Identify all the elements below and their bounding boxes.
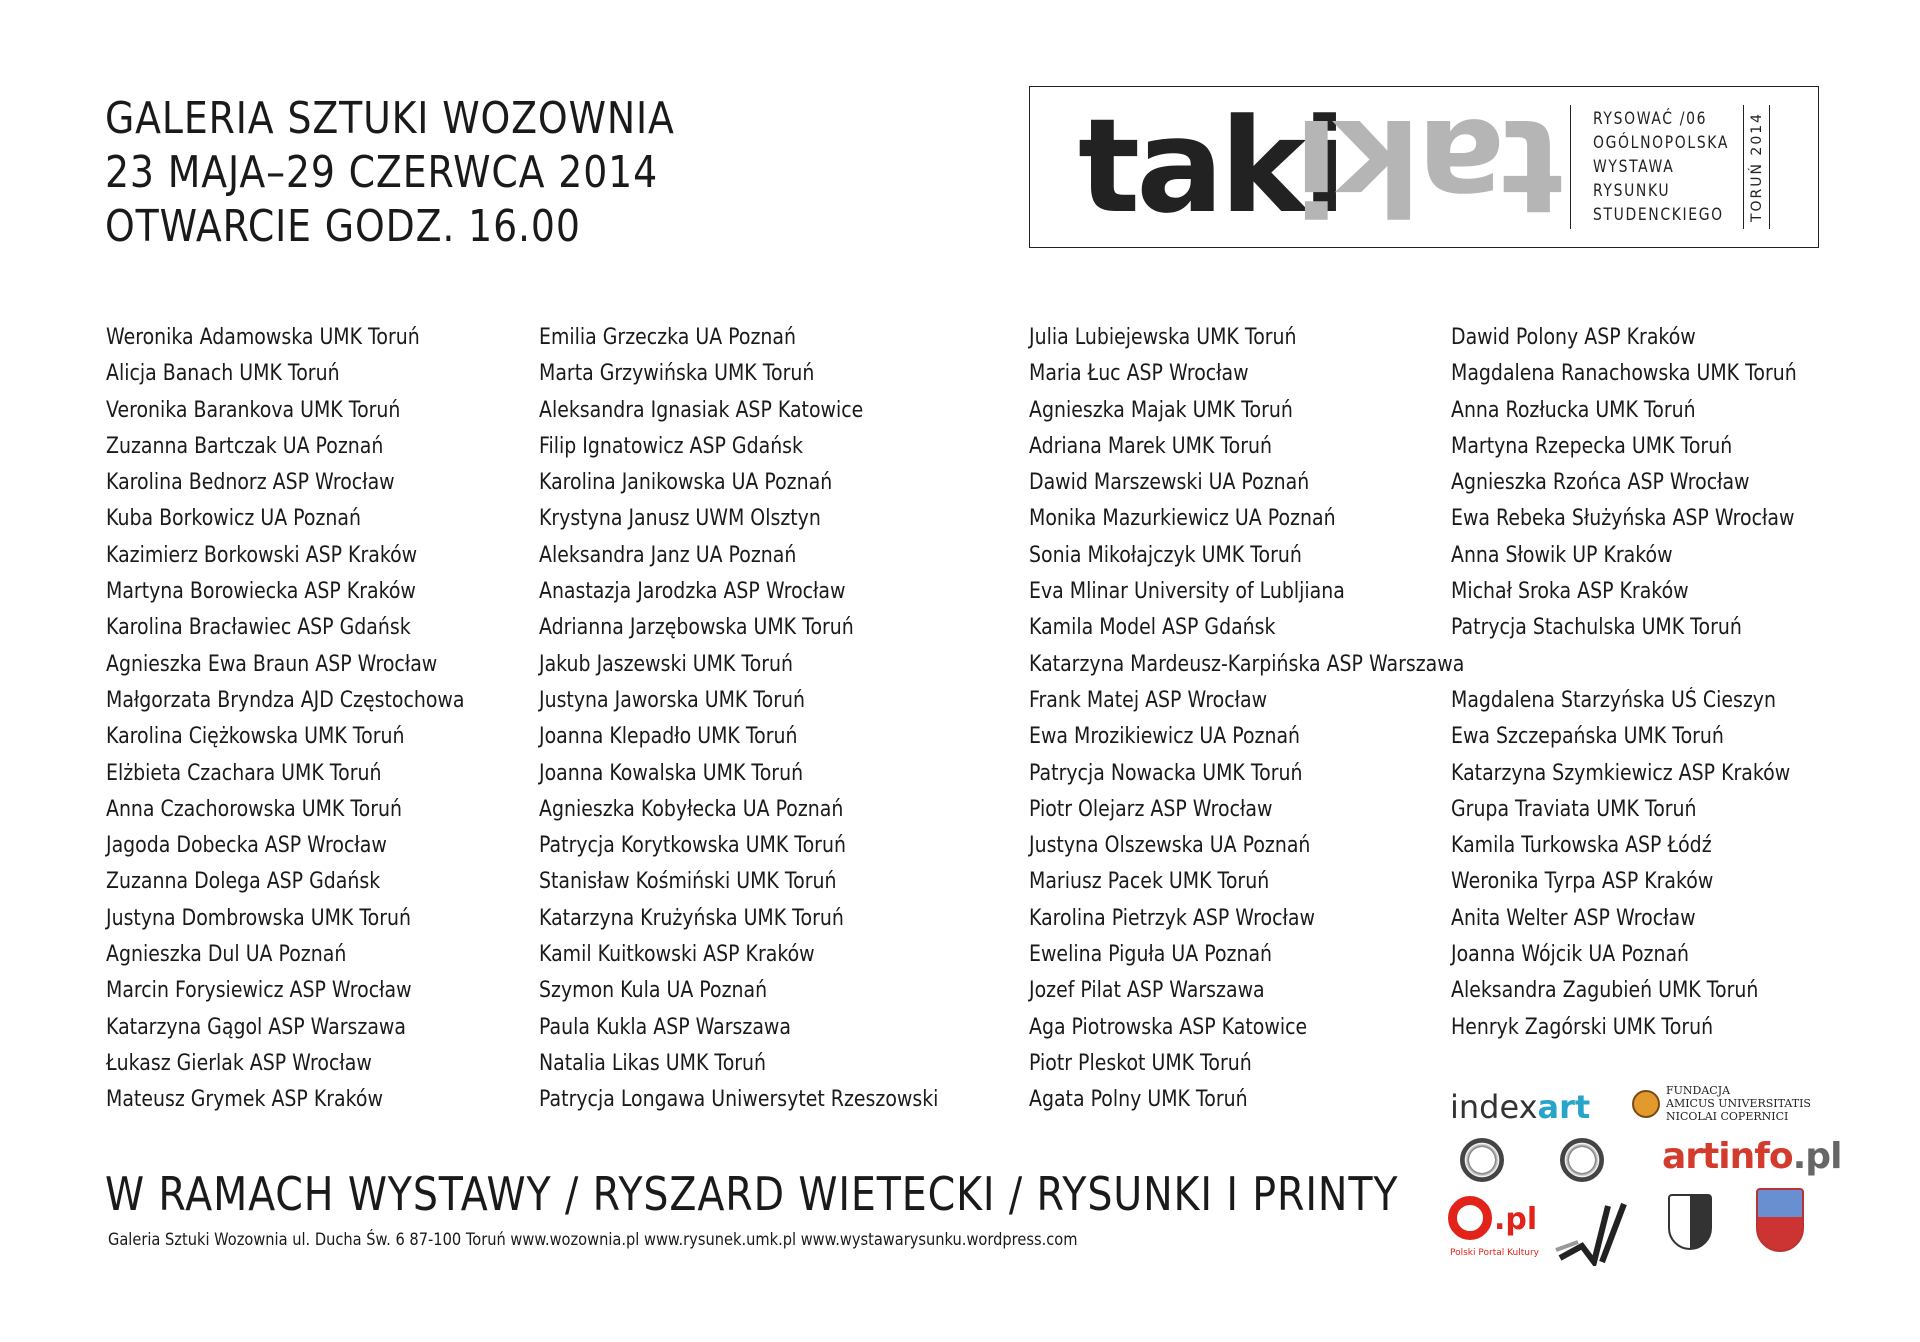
logo-caption <box>1570 105 1770 229</box>
logo-year: TORUŃ 2014 <box>1748 111 1765 223</box>
artist-entry: Adriana Marek UMK Toruń <box>1029 433 1273 459</box>
artist-entry: Paula Kukla ASP Warszawa <box>539 1014 791 1040</box>
w-logo-icon <box>1552 1196 1642 1266</box>
logo-caption-line: RYSUNKU <box>1593 181 1671 201</box>
coat-of-arms-icon <box>1668 1194 1712 1250</box>
artist-entry: Marta Grzywińska UMK Toruń <box>539 361 815 387</box>
logo-caption-lines <box>1593 107 1759 227</box>
artist-entry: Patrycja Korytkowska UMK Toruń <box>539 833 846 859</box>
artist-entry: Joanna Wójcik UA Poznań <box>1451 942 1690 968</box>
artist-entry: Piotr Olejarz ASP Wrocław <box>1029 796 1273 822</box>
artist-entry: Emilia Grzeczka UA Poznań <box>539 325 796 350</box>
artist-entry: Adrianna Jarzębowska UMK Toruń <box>539 615 854 641</box>
venue-title: GALERIA SZTUKI WOZOWNIA <box>105 93 675 144</box>
artist-entry: Marcin Forysiewicz ASP Wrocław <box>106 978 412 1004</box>
artist-entry: Łukasz Gierlak ASP Wrocław <box>106 1050 372 1076</box>
fundacja-text <box>1666 1084 1811 1123</box>
artist-entry: Ewa Rebeka Służyńska ASP Wrocław <box>1451 506 1795 532</box>
fundacja-logo <box>1632 1084 1822 1128</box>
artist-entry: Weronika Tyrpa ASP Kraków <box>1451 869 1714 895</box>
artist-entry: Dawid Marszewski UA Poznań <box>1029 470 1310 496</box>
logo-caption-line: WYSTAWA <box>1593 157 1675 177</box>
exhibition-dates: 23 MAJA–29 CZERWCA 2014 <box>105 147 659 198</box>
artist-list-column-2 <box>539 320 1003 1119</box>
artist-entry: Jakub Jaszewski UMK Toruń <box>539 651 794 677</box>
opl-logo <box>1448 1196 1540 1266</box>
sponsor-logos <box>1440 1078 1842 1278</box>
artist-entry: Patrycja Longawa Uniwersytet Rzeszowski <box>539 1087 939 1113</box>
artist-entry: Jozef Pilat ASP Warszawa <box>1029 978 1265 1004</box>
opl-logo-text: .pl <box>1494 1202 1538 1237</box>
artist-entry: Monika Mazurkiewicz UA Poznań <box>1029 506 1336 532</box>
artist-entry: Martyna Borowiecka ASP Kraków <box>106 579 416 605</box>
logo-word: taki <box>1078 90 1343 242</box>
artist-entry: Anita Welter ASP Wrocław <box>1451 905 1696 931</box>
fundacja-emblem-icon <box>1632 1090 1660 1118</box>
indexart-logo-part: index <box>1450 1088 1538 1126</box>
taki-logo-box <box>1029 86 1819 248</box>
logo-caption-line: OGÓLNOPOLSKA <box>1593 133 1730 153</box>
artist-entry: Zuzanna Bartczak UA Poznań <box>106 433 384 459</box>
faculty-seal-icon <box>1560 1138 1604 1182</box>
artist-entry: Kazimierz Borkowski ASP Kraków <box>106 542 418 568</box>
artist-entry: Anna Rozłucka UMK Toruń <box>1451 397 1696 423</box>
artist-entry: Aga Piotrowska ASP Katowice <box>1029 1014 1308 1040</box>
artist-entry: Natalia Likas UMK Toruń <box>539 1050 767 1076</box>
artist-entry: Magdalena Ranachowska UMK Toruń <box>1451 361 1797 387</box>
artist-entry: Anna Słowik UP Kraków <box>1451 542 1673 568</box>
artist-entry: Julia Lubiejewska UMK Toruń <box>1029 325 1297 350</box>
artist-list-column-4 <box>1451 320 1853 1046</box>
artinfo-logo-part: artinfo <box>1662 1136 1793 1177</box>
artist-entry: Jagoda Dobecka ASP Wrocław <box>106 833 387 859</box>
artist-entry: Karolina Pietrzyk ASP Wrocław <box>1029 905 1315 931</box>
artist-list-column-1 <box>106 320 523 1119</box>
opening-time: OTWARCIE GODZ. 16.00 <box>105 201 581 252</box>
artist-entry: Frank Matej ASP Wrocław <box>1029 687 1268 713</box>
artist-entry: Justyna Dombrowska UMK Toruń <box>106 905 412 931</box>
artinfo-logo-suffix: .pl <box>1792 1136 1842 1177</box>
artist-entry: Joanna Kowalska UMK Toruń <box>539 760 804 786</box>
artist-entry: Kamil Kuitkowski ASP Kraków <box>539 942 815 968</box>
torun-coat-of-arms-icon <box>1756 1188 1804 1252</box>
logo-year-wrap <box>1743 105 1769 229</box>
artist-entry: Patrycja Nowacka UMK Toruń <box>1029 760 1303 786</box>
artist-entry: Karolina Ciężkowska UMK Toruń <box>106 724 405 750</box>
artist-entry: Katarzyna Krużyńska UMK Toruń <box>539 905 844 931</box>
venue-address: Galeria Sztuki Wozownia ul. Ducha Św. 6 87-100 Toruń www.wozownia.pl www.rysunek.umk.pl www.wystawarysunku.wordpress.com <box>108 1230 1078 1250</box>
artist-entry: Veronika Barankova UMK Toruń <box>106 397 401 423</box>
artist-entry: Kamila Turkowska ASP Łódź <box>1451 833 1712 859</box>
artist-entry: Martyna Rzepecka UMK Toruń <box>1451 433 1733 459</box>
artist-entry: Filip Ignatowicz ASP Gdańsk <box>539 433 803 459</box>
university-seal-icon <box>1460 1138 1504 1182</box>
artist-entry: Stanisław Kośmiński UMK Toruń <box>539 869 837 895</box>
artinfo-logo <box>1662 1136 1841 1177</box>
artist-entry: Henryk Zagórski UMK Toruń <box>1451 1014 1714 1040</box>
opl-circle-icon <box>1448 1196 1492 1240</box>
artist-entry: Mateusz Grymek ASP Kraków <box>106 1087 383 1113</box>
logo-year-box <box>1743 105 1769 229</box>
w-logo-mark <box>1552 1196 1642 1266</box>
artist-entry: Agnieszka Ewa Braun ASP Wrocław <box>106 651 438 677</box>
artist-entry: Krystyna Janusz UWM Olsztyn <box>539 506 821 532</box>
artist-entry: Ewa Mrozikiewicz UA Poznań <box>1029 724 1301 750</box>
artist-entry: Agata Polny UMK Toruń <box>1029 1087 1248 1113</box>
artist-entry: Elżbieta Czachara UMK Toruń <box>106 760 382 786</box>
artist-entry: Zuzanna Dolega ASP Gdańsk <box>106 869 381 895</box>
artist-entry: Małgorzata Bryndza AJD Częstochowa <box>106 687 465 713</box>
artist-entry: Katarzyna Mardeusz-Karpińska ASP Warszawa <box>1029 651 1465 677</box>
artist-entry <box>1451 647 1797 683</box>
artist-entry: Aleksandra Janz UA Poznań <box>539 542 797 568</box>
artist-entry: Karolina Janikowska UA Poznań <box>539 470 833 496</box>
artist-entry: Agnieszka Kobyłecka UA Poznań <box>539 796 844 822</box>
artist-entry: Katarzyna Szymkiewicz ASP Kraków <box>1451 760 1791 786</box>
artist-entry: Patrycja Stachulska UMK Toruń <box>1451 615 1742 641</box>
opl-logo-subtitle: Polski Portal Kultury <box>1450 1248 1540 1258</box>
artist-entry: Justyna Olszewska UA Poznań <box>1029 833 1311 859</box>
artist-entry: Ewa Szczepańska UMK Toruń <box>1451 724 1724 750</box>
artist-entry: Szymon Kula UA Poznań <box>539 978 768 1004</box>
artist-entry: Ewelina Piguła UA Poznań <box>1029 942 1273 968</box>
artist-entry: Karolina Bracławiec ASP Gdańsk <box>106 615 411 641</box>
fundacja-line: AMICUS UNIVERSITATIS <box>1666 1097 1811 1110</box>
artist-entry: Agnieszka Rzońca ASP Wrocław <box>1451 470 1750 496</box>
artist-entry: Eva Mlinar University of Lubljiana <box>1029 579 1345 605</box>
artist-entry: Aleksandra Zagubień UMK Toruń <box>1451 978 1759 1004</box>
logo-caption-line: STUDENCKIEGO <box>1593 205 1724 225</box>
artist-entry: Joanna Klepadło UMK Toruń <box>539 724 798 750</box>
artist-entry: Kuba Borkowicz UA Poznań <box>106 506 361 532</box>
artist-entry: Sonia Mikołajczyk UMK Toruń <box>1029 542 1302 568</box>
artist-entry: Mariusz Pacek UMK Toruń <box>1029 869 1270 895</box>
artist-entry: Dawid Polony ASP Kraków <box>1451 325 1696 350</box>
artist-entry: Katarzyna Gągol ASP Warszawa <box>106 1014 407 1040</box>
artist-entry: Karolina Bednorz ASP Wrocław <box>106 470 395 496</box>
artist-entry: Weronika Adamowska UMK Toruń <box>106 325 420 350</box>
indexart-logo-accent: art <box>1537 1088 1591 1126</box>
fundacja-line: FUNDACJA <box>1666 1084 1731 1097</box>
accompanying-exhibition-title: W RAMACH WYSTAWY / RYSZARD WIETECKI / RYSUNKI I PRINTY <box>105 1167 1399 1221</box>
indexart-logo <box>1450 1088 1590 1126</box>
artist-entry: Agnieszka Majak UMK Toruń <box>1029 397 1293 423</box>
artist-entry: Justyna Jaworska UMK Toruń <box>539 687 806 713</box>
artist-entry: Maria Łuc ASP Wrocław <box>1029 361 1249 387</box>
exhibition-header <box>105 92 675 254</box>
artist-entry: Magdalena Starzyńska UŚ Cieszyn <box>1451 687 1776 713</box>
logo-mirror-word: taki <box>1298 90 1563 242</box>
artist-entry: Agnieszka Dul UA Poznań <box>106 942 347 968</box>
artist-entry: Anna Czachorowska UMK Toruń <box>106 796 403 822</box>
artist-entry: Kamila Model ASP Gdańsk <box>1029 615 1276 641</box>
w-logo-stroke <box>1560 1206 1608 1262</box>
artist-entry: Piotr Pleskot UMK Toruń <box>1029 1050 1252 1076</box>
artist-entry: Grupa Traviata UMK Toruń <box>1451 796 1697 822</box>
artist-entry: Alicja Banach UMK Toruń <box>106 361 340 387</box>
logo-caption-line: RYSOWAĆ /06 <box>1593 109 1708 129</box>
artist-entry: Aleksandra Ignasiak ASP Katowice <box>539 397 864 423</box>
fundacja-line: NICOLAI COPERNICI <box>1666 1110 1789 1123</box>
artist-entry: Anastazja Jarodzka ASP Wrocław <box>539 579 846 605</box>
artist-entry: Michał Sroka ASP Kraków <box>1451 579 1689 605</box>
